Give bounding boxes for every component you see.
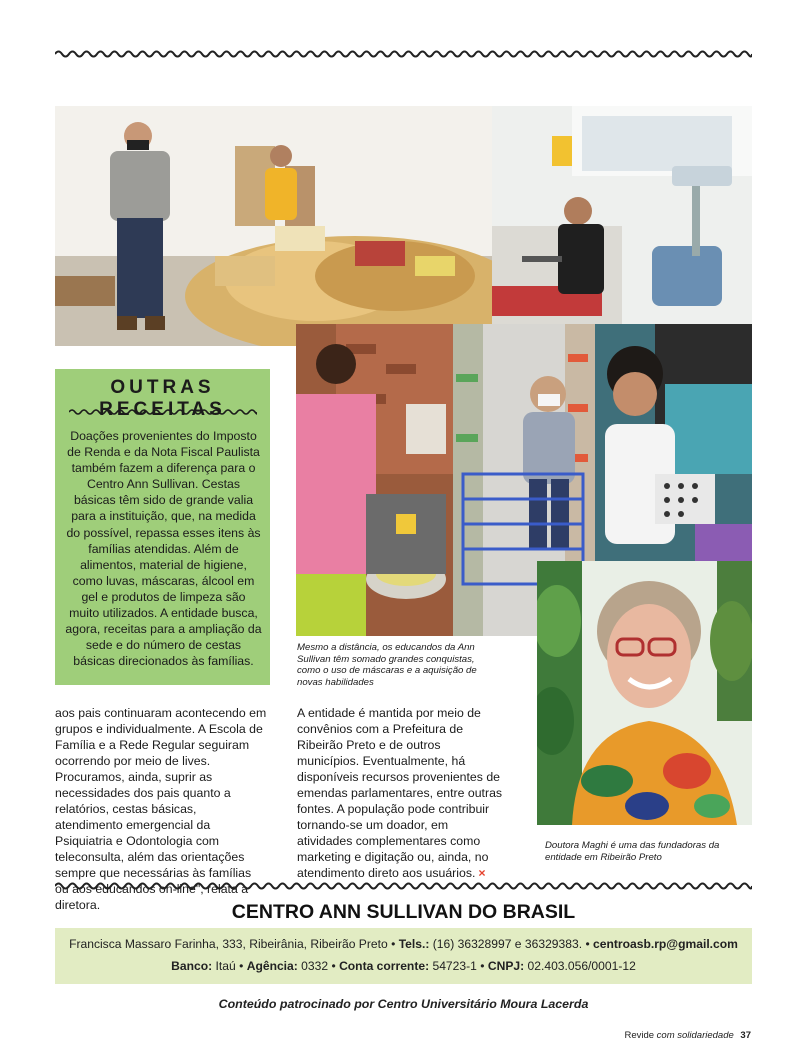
account-label: Conta corrente:: [339, 959, 430, 973]
sidebar-body-text: Doações provenientes do Imposto de Renda e da Nota Fiscal Paulista também fazem a diferença para o Centro Ann Sullivan. Cestas básicas têm sido de grande valia para a instituição, que, na medida do possível, repassa esses itens às famílias atendidas. Além de alimentos, material de higiene, como luvas, máscaras, álcool em gel e produtos de limpeza são muito utilizados. A entidade busca, agora, receitas para a ampliação da sede e do número de cestas básicas direcionados às famílias.: [65, 429, 262, 669]
article-column-2: [297, 705, 503, 881]
sidebar-title: OUTRAS RECEITAS: [99, 377, 226, 420]
org-name-heading: CENTRO ANN SULLIVAN DO BRASIL: [231, 901, 576, 923]
article-column-1: aos pais continuaram acontecendo em grupos e individualmente. A Escola de Família e a Rede Regular seguiram ocorrendo por meio de lives. Procuramos, ainda, suprir as necessidades dos pais quanto a relatórios, cestas básicas, atendimento emergencial da Psiquiatria e Odontologia com teleconsulta, além das orientações sempre que necessárias às famílias ou aos educandos on-line", relata a diretora.: [55, 706, 267, 912]
photo-child-activity: [595, 324, 752, 561]
photo-student-cooking: [296, 324, 453, 636]
bottom-wavy-divider: [55, 880, 752, 892]
top-wavy-divider: [55, 48, 752, 60]
email-link[interactable]: centroasb.rp@gmail.com: [593, 937, 738, 951]
section-name: com solidariedade: [656, 1030, 734, 1041]
end-of-article-icon: ×: [478, 866, 486, 880]
account-value: 54723-1: [432, 959, 477, 973]
page-footer: [624, 1030, 751, 1041]
sidebar-wavy-divider: [69, 407, 257, 417]
contact-box: [55, 928, 752, 984]
cnpj-label: CNPJ:: [487, 959, 525, 973]
magazine-name: Revide: [624, 1030, 655, 1041]
sidebar-outras-receitas: [55, 369, 270, 685]
contact-line-bank: Banco: Itaú • Agência: 0332 • Conta corrente: 54723-1 • CNPJ: 02.403.056/0001-12: [171, 959, 636, 973]
photo-dental-office: [492, 106, 752, 324]
agency-value: 0332: [301, 959, 329, 973]
cnpj-value: 02.403.056/0001-12: [527, 959, 636, 973]
page-number: 37: [740, 1030, 751, 1041]
bank-label: Banco:: [171, 959, 213, 973]
sponsor-note: Conteúdo patrocinado por Centro Universitário Moura Lacerda: [218, 997, 589, 1011]
phones-text: (16) 36328997 e 36329383.: [432, 937, 583, 951]
caption-founder: Doutora Maghi é uma das fundadoras da entidade em Ribeirão Preto: [545, 840, 720, 863]
article-column-2-text: A entidade é mantida por meio de convênios com a Prefeitura de Ribeirão Preto e de outros municípios. Eventualmente, há disponíveis recursos provenientes de emendas parlamentares, entre outras fontes. A população pode contribuir tornando-se um doador, em atividades complementares como marketing e digitação ou, ainda, no atendimento direto aos usuários.: [297, 706, 503, 880]
contact-line-address: Francisca Massaro Farinha, 333, Ribeirânia, Ribeirão Preto • Tels.: (16) 36328997 e 36329383. • centroasb.rp@gmail.com: [69, 937, 738, 951]
photo-founder-portrait: [537, 561, 752, 825]
address-text: Francisca Massaro Farinha, 333, Ribeirânia, Ribeirão Preto: [69, 937, 388, 951]
caption-students: Mesmo a distância, os educandos da Ann Sullivan têm somado grandes conquistas, como o uso de máscaras e a aquisição de novas habilidades: [297, 642, 477, 688]
agency-label: Agência:: [246, 959, 298, 973]
photo-food-donations: [55, 106, 492, 346]
bank-value: Itaú: [215, 959, 236, 973]
phones-label: Tels.:: [398, 937, 430, 951]
